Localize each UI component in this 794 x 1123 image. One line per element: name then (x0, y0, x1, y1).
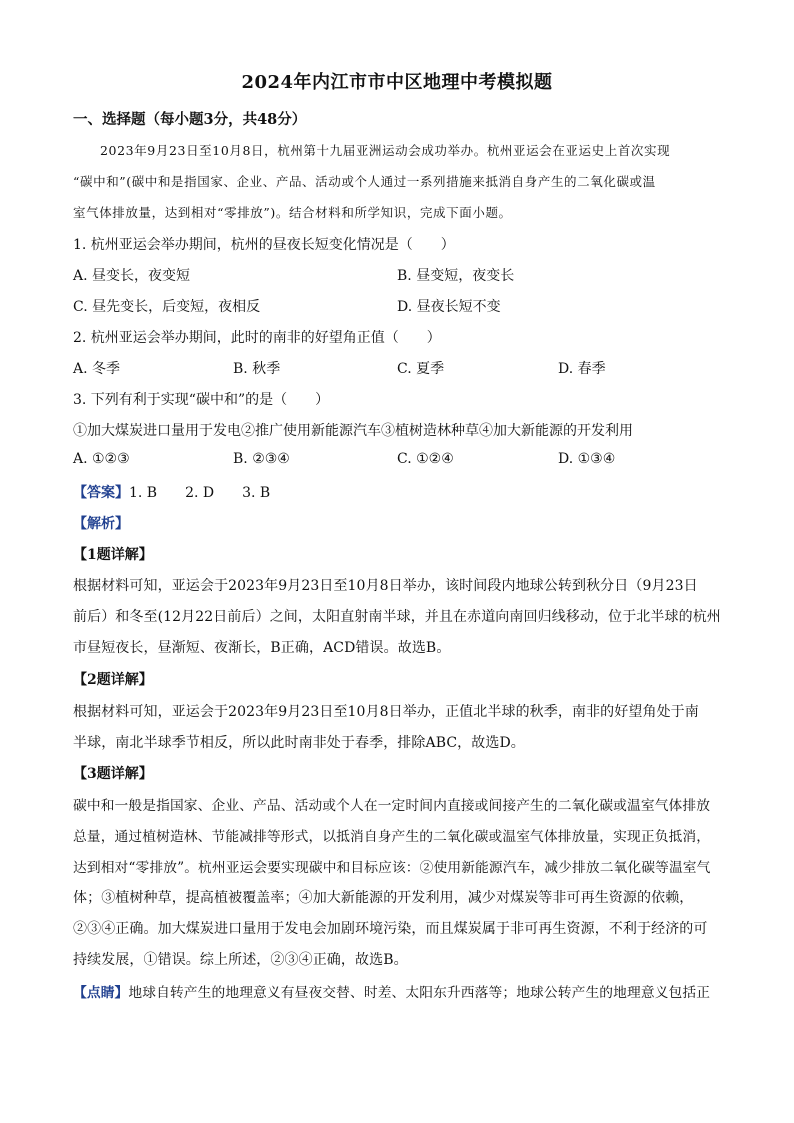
question-3-option-c: C. ①②④ (397, 451, 454, 467)
section-heading: 一、选择题（每小题3分，共48分） (73, 111, 307, 128)
question-2-option-d: D. 春季 (558, 361, 606, 377)
detail-3-line-4: 体；③植树种草，提高植被覆盖率；④加大新能源的开发利用，减少对煤炭等非可再生资源的依赖， (73, 890, 694, 906)
tip-row (73, 981, 710, 1001)
detail-1-label: 【1题详解】 (73, 547, 153, 563)
question-1-option-a: A. 昼变长，夜变短 (73, 268, 191, 284)
answer-row (73, 482, 270, 502)
question-2-option-a: A. 冬季 (73, 361, 121, 377)
question-3-option-a: A. ①②③ (73, 451, 130, 467)
detail-2-label: 【2题详解】 (73, 672, 153, 688)
detail-3-line-6: 持续发展，①错误。综上所述，②③④正确，故选B。 (73, 952, 408, 968)
material-line-1: 2023年9月23日至10月8日，杭州第十九届亚洲运动会成功举办。杭州亚运会在亚运史上首次实现 (100, 143, 671, 158)
detail-3-line-5: ②③④正确。加大煤炭进口量用于发电会加剧环境污染，而且煤炭属于非可再生资源，不利于经济的可 (73, 921, 708, 937)
detail-1-line-3: 市昼短夜长，昼渐短、夜渐长，B正确，ACD错误。故选B。 (73, 640, 451, 656)
material-line-2: “碳中和”(碳中和是指国家、企业、产品、活动或个人通过一系列措施来抵消自身产生的二氧化碳或温 (73, 174, 656, 189)
analysis-label: 【解析】 (73, 516, 129, 532)
question-3-option-b: B. ②③④ (233, 451, 290, 467)
material-line-3: 室气体排放量，达到相对“零排放”)。结合材料和所学知识，完成下面小题。 (73, 205, 512, 220)
detail-1-line-1: 根据材料可知，亚运会于2023年9月23日至10月8日举办，该时间段内地球公转到秋分日（9月23日 (73, 578, 698, 594)
detail-3-line-1: 碳中和一般是指国家、企业、产品、活动或个人在一定时间内直接或间接产生的二氧化碳或温室气体排放 (73, 798, 711, 814)
question-1-stem: 1. 杭州亚运会举办期间，杭州的昼夜长短变化情况是（ ） (73, 237, 455, 253)
question-2-option-b: B. 秋季 (233, 361, 281, 377)
detail-3-label: 【3题详解】 (73, 766, 153, 782)
question-2-option-c: C. 夏季 (397, 361, 445, 377)
question-1-option-c: C. 昼先变长，后变短，夜相反 (73, 299, 261, 315)
question-2-stem: 2. 杭州亚运会举办期间，此时的南非的好望角正值（ ） (73, 330, 441, 346)
answer-label: 【答案】 (73, 485, 129, 501)
detail-3-line-2: 总量，通过植树造林、节能减排等形式，以抵消自身产生的二氧化碳或温室气体排放量，实现正负抵消， (73, 829, 711, 845)
page-title: 2024年内江市市中区地理中考模拟题 (241, 72, 553, 93)
question-1-option-d: D. 昼夜长短不变 (397, 299, 501, 315)
detail-2-line-1: 根据材料可知，亚运会于2023年9月23日至10月8日举办，正值北半球的秋季，南非的好望角处于南 (73, 704, 699, 720)
tip-label: 【点睛】 (73, 985, 129, 1001)
question-3-stem: 3. 下列有利于实现“碳中和”的是（ ） (73, 392, 330, 408)
detail-3-line-3: 达到相对“零排放”。杭州亚运会要实现碳中和目标应该：②使用新能源汽车，减少排放二氧化碳等温室气 (73, 860, 711, 876)
question-3-items: ①加大煤炭进口量用于发电②推广使用新能源汽车③植树造林种草④加大新能源的开发利用 (73, 423, 633, 439)
question-1-option-b: B. 昼变短，夜变长 (397, 268, 515, 284)
detail-1-line-2: 前后）和冬至(12月22日前后）之间，太阳直射南半球，并且在赤道向南回归线移动，位于北半球的杭州 (73, 609, 721, 625)
tip-text: 地球自转产生的地理意义有昼夜交替、时差、太阳东升西落等；地球公转产生的地理意义包括正 (128, 985, 711, 1001)
detail-2-line-2: 半球，南北半球季节相反，所以此时南非处于春季，排除ABC，故选D。 (73, 735, 525, 751)
question-3-option-d: D. ①③④ (558, 451, 616, 467)
answer-text: 1. B 2. D 3. B (129, 485, 271, 501)
